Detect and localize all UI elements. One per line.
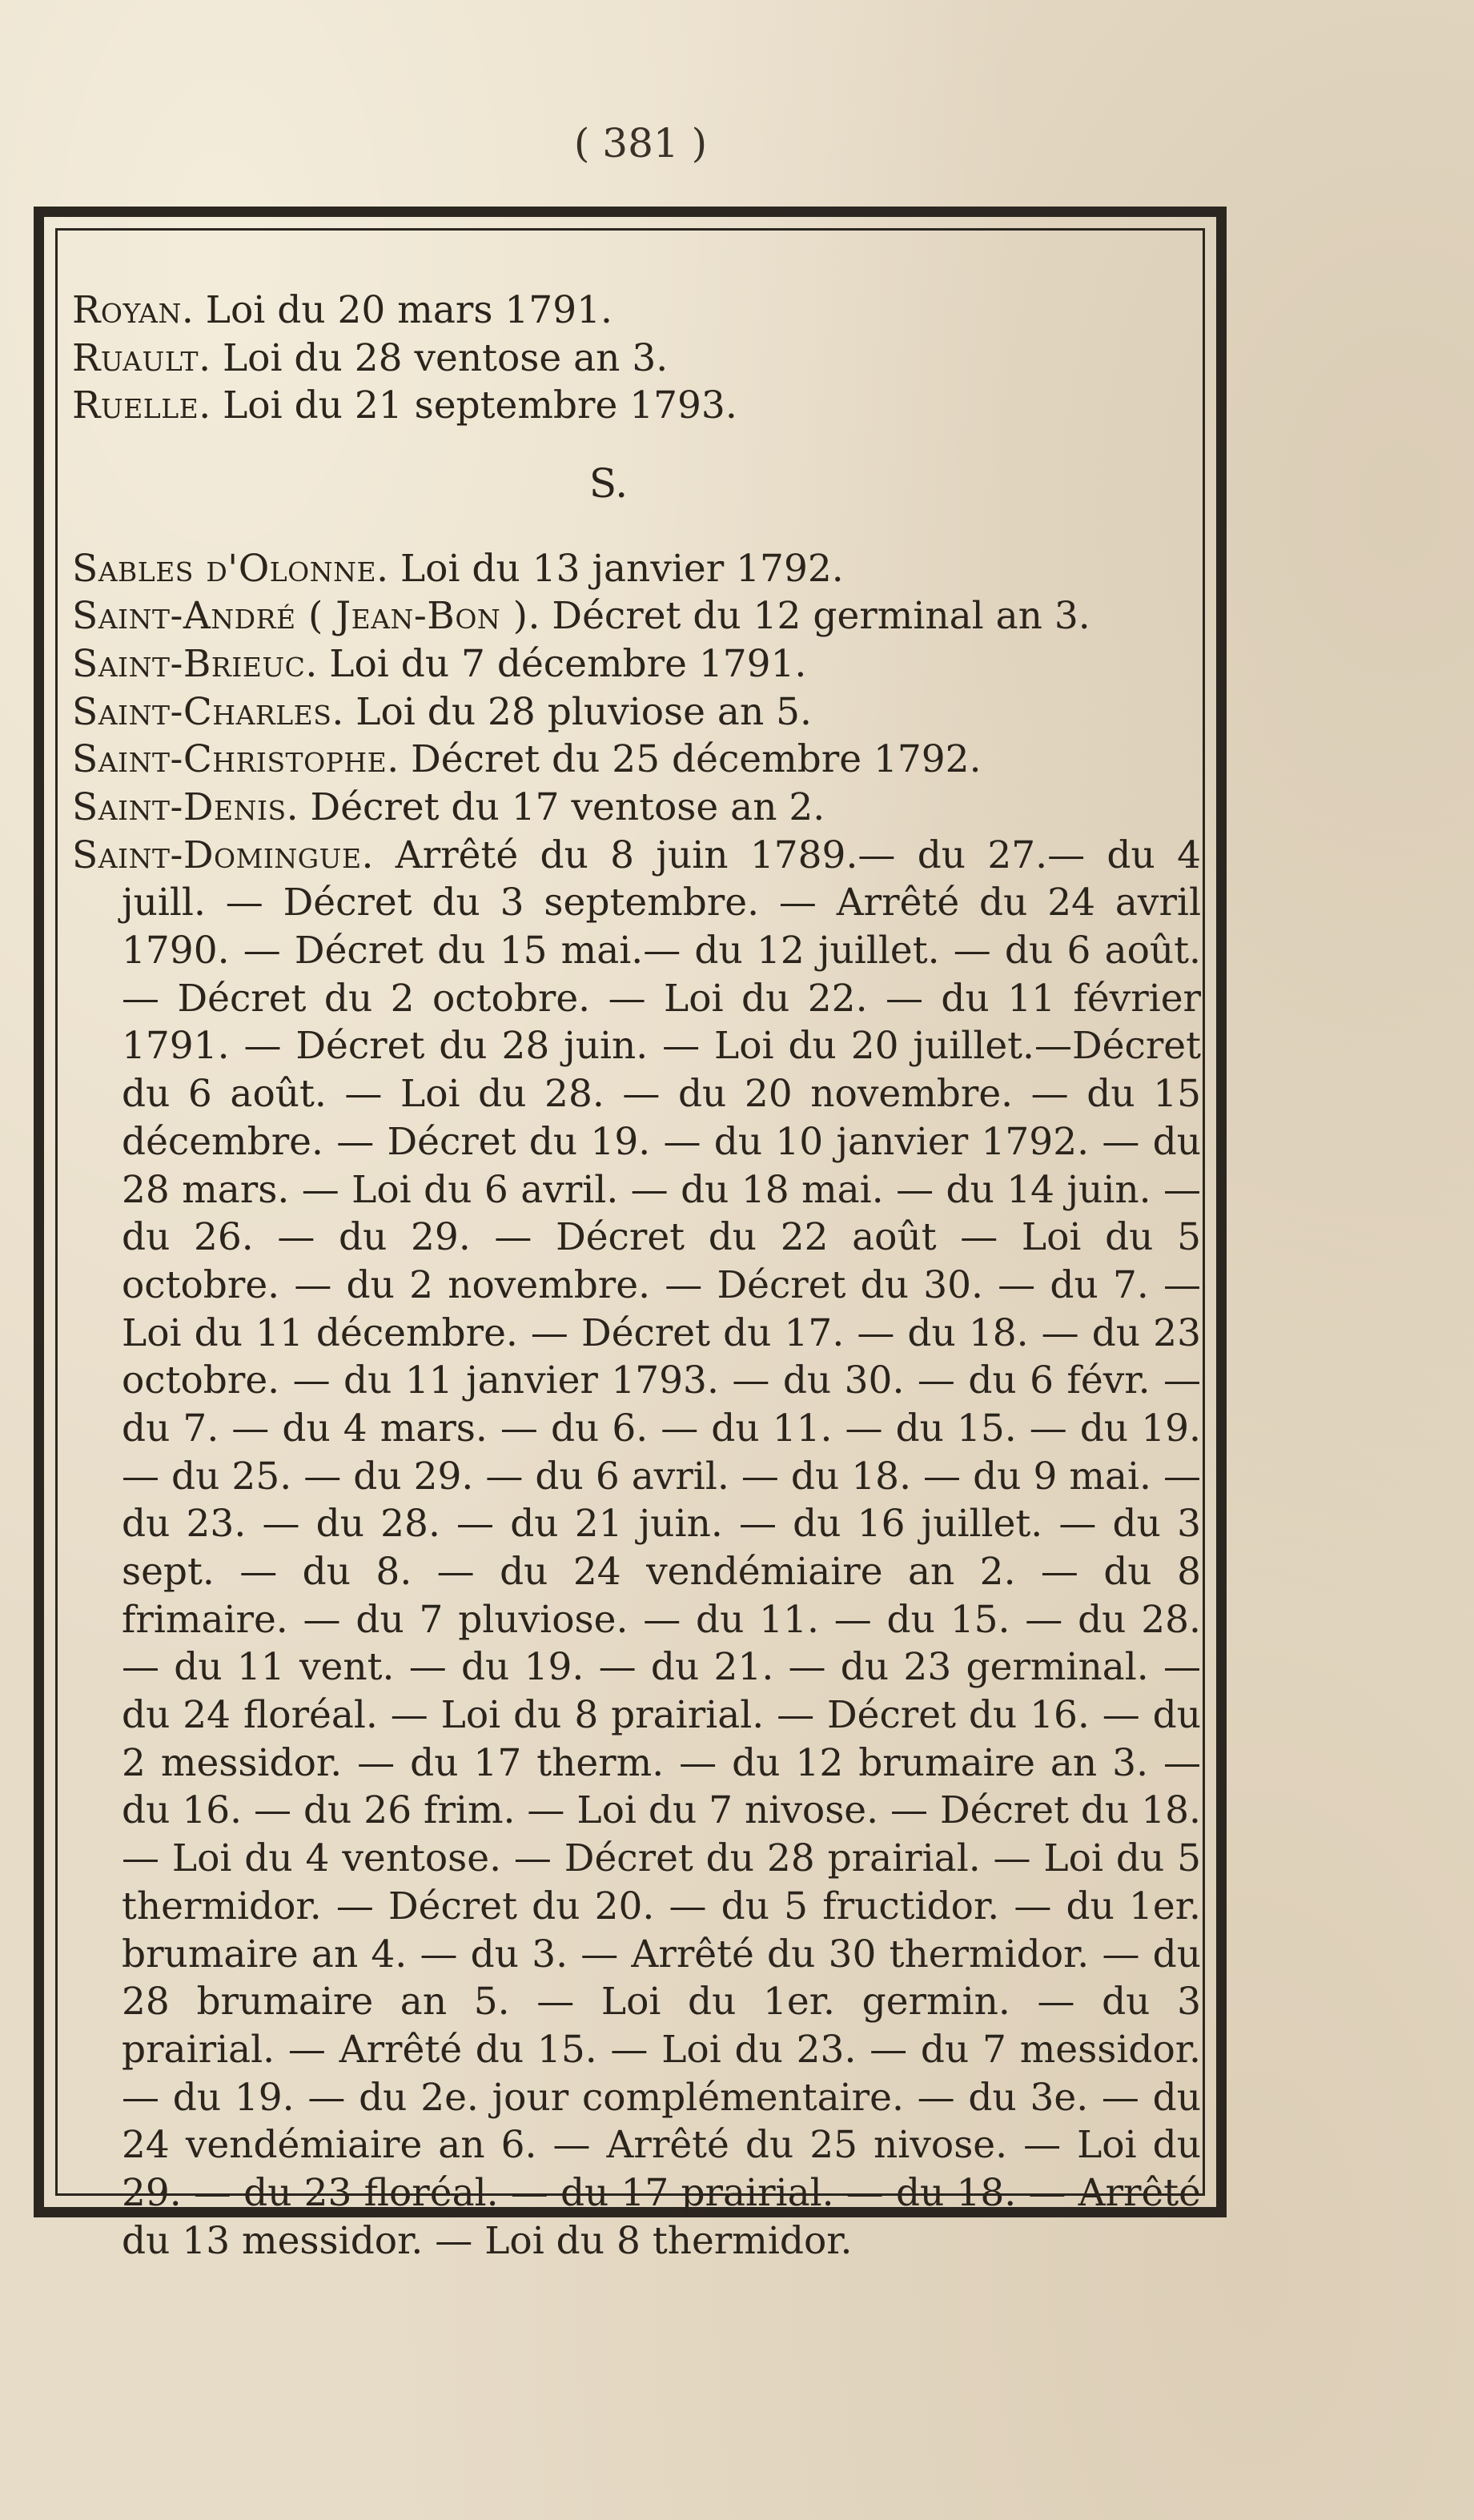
- entry-name: Royan: [72, 288, 182, 332]
- index-entry-ruault: [72, 335, 1201, 383]
- index-entry-saint-charles: [72, 688, 1201, 736]
- entry-name: Saint-Domingue: [72, 833, 362, 877]
- entry-name: Saint-Charles: [72, 689, 332, 734]
- entry-text: . Loi du 28 pluviose an 5.: [331, 689, 812, 734]
- entry-name: Sables d'Olonne: [72, 546, 377, 591]
- entry-text: . Loi du 7 décembre 1791.: [305, 641, 807, 686]
- index-entry-saint-brieuc: [72, 640, 1201, 688]
- index-entry-saint-christophe: [72, 736, 1201, 784]
- entry-name: Ruault: [72, 335, 199, 380]
- index-content: [72, 287, 1201, 2265]
- index-entry-royan: [72, 287, 1201, 335]
- index-entry-saint-andre: [72, 592, 1201, 640]
- entry-name: Saint-Christophe: [72, 737, 388, 782]
- entry-name: Ruelle: [72, 383, 199, 428]
- entry-text: . Loi du 28 ventose an 3.: [199, 335, 669, 380]
- entry-text: . Loi du 20 mars 1791.: [181, 288, 612, 332]
- index-entry-ruelle: [72, 382, 1201, 430]
- entry-name: Saint-Denis: [72, 785, 287, 829]
- entry-text: . Décret du 12 germinal an 3.: [528, 594, 1090, 639]
- entry-text: . Loi du 21 septembre 1793.: [199, 383, 737, 428]
- index-entry-saint-denis: [72, 784, 1201, 832]
- page-number: ( 381 ): [573, 120, 708, 167]
- entry-name: Saint-André ( Jean-Bon ): [72, 594, 528, 639]
- entry-text: . Arrêté du 8 juin 1789.— du 27.— du 4 juill. — Décret du 3 septembre. — Arrêté du 24 avril 1790. — Décret du 15 mai.— du 12 juillet. — du 6 août. — Décret du 2 octobre. — Loi du 22. — du 11 février 1791. — Décret du 28 juin. — Loi du 20 juillet.—Décret du 6 août. — Loi du 28. — du 20 novembre. — du 15 décembre. — Décret du 19. — du 10 janvier 1792. — du 28 mars. — Loi du 6 avril. — du 18 mai. — du 14 juin. — du 26. — du 29. — Décret du 22 août — Loi du 5 octobre. — du 2 novembre. — Décret du 30. — du 7. — Loi du 11 décembre. — Décret du 17. — du 18. — du 23 octobre. — du 11 janvier 1793. — du 30. — du 6 févr. — du 7. — du 4 mars. — du 6. — du 11. — du 15. — du 19. — du 25. — du 29. — du 6 avril. — du 18. — du 9 mai. — du 23. — du 28. — du 21 juin. — du 16 juillet. — du 3 sept. — du 8. — du 24 vendémiaire an 2. — du 8 frimaire. — du 7 pluviose. — du 11. — du 15. — du 28. — du 11 vent. — du 19. — du 21. — du 23 germinal. — du 24 floréal. — Loi du 8 prairial. — Décret du 16. — du 2 messidor. — du 17 therm. — du 12 brumaire an 3. — du 16. — du 26 frim. — Loi du 7 nivose. — Décret du 18. — Loi du 4 ventose. — Décret du 28 prairial. — Loi du 5 thermidor. — Décret du 20. — du 5 fructidor. — du 1er. brumaire an 4. — du 3. — Arrêté du 30 thermidor. — du 28 brumaire an 5. — Loi du 1er. germin. — du 3 prairial. — Arrêté du 15. — Loi du 23. — du 7 messidor. — du 19. — du 2e. jour complémentaire. — du 3e. — du 24 vendémiaire an 6. — Arrêté du 25 nivose. — Loi du 29. — du 23 floréal. — du 17 prairial. — du 18. — Arrêté du 13 messidor. — Loi du 8 thermidor.: [122, 833, 1201, 2263]
- entry-name: Saint-Brieuc: [72, 641, 306, 686]
- entry-text: . Loi du 13 janvier 1792.: [376, 546, 844, 591]
- entry-text: . Décret du 25 décembre 1792.: [387, 737, 982, 782]
- index-entry-saint-domingue: [72, 832, 1201, 2265]
- section-letter-s: S.: [588, 460, 629, 508]
- index-entry-sables-d-olonne: [72, 545, 1201, 593]
- entry-text: . Décret du 17 ventose an 2.: [286, 785, 825, 829]
